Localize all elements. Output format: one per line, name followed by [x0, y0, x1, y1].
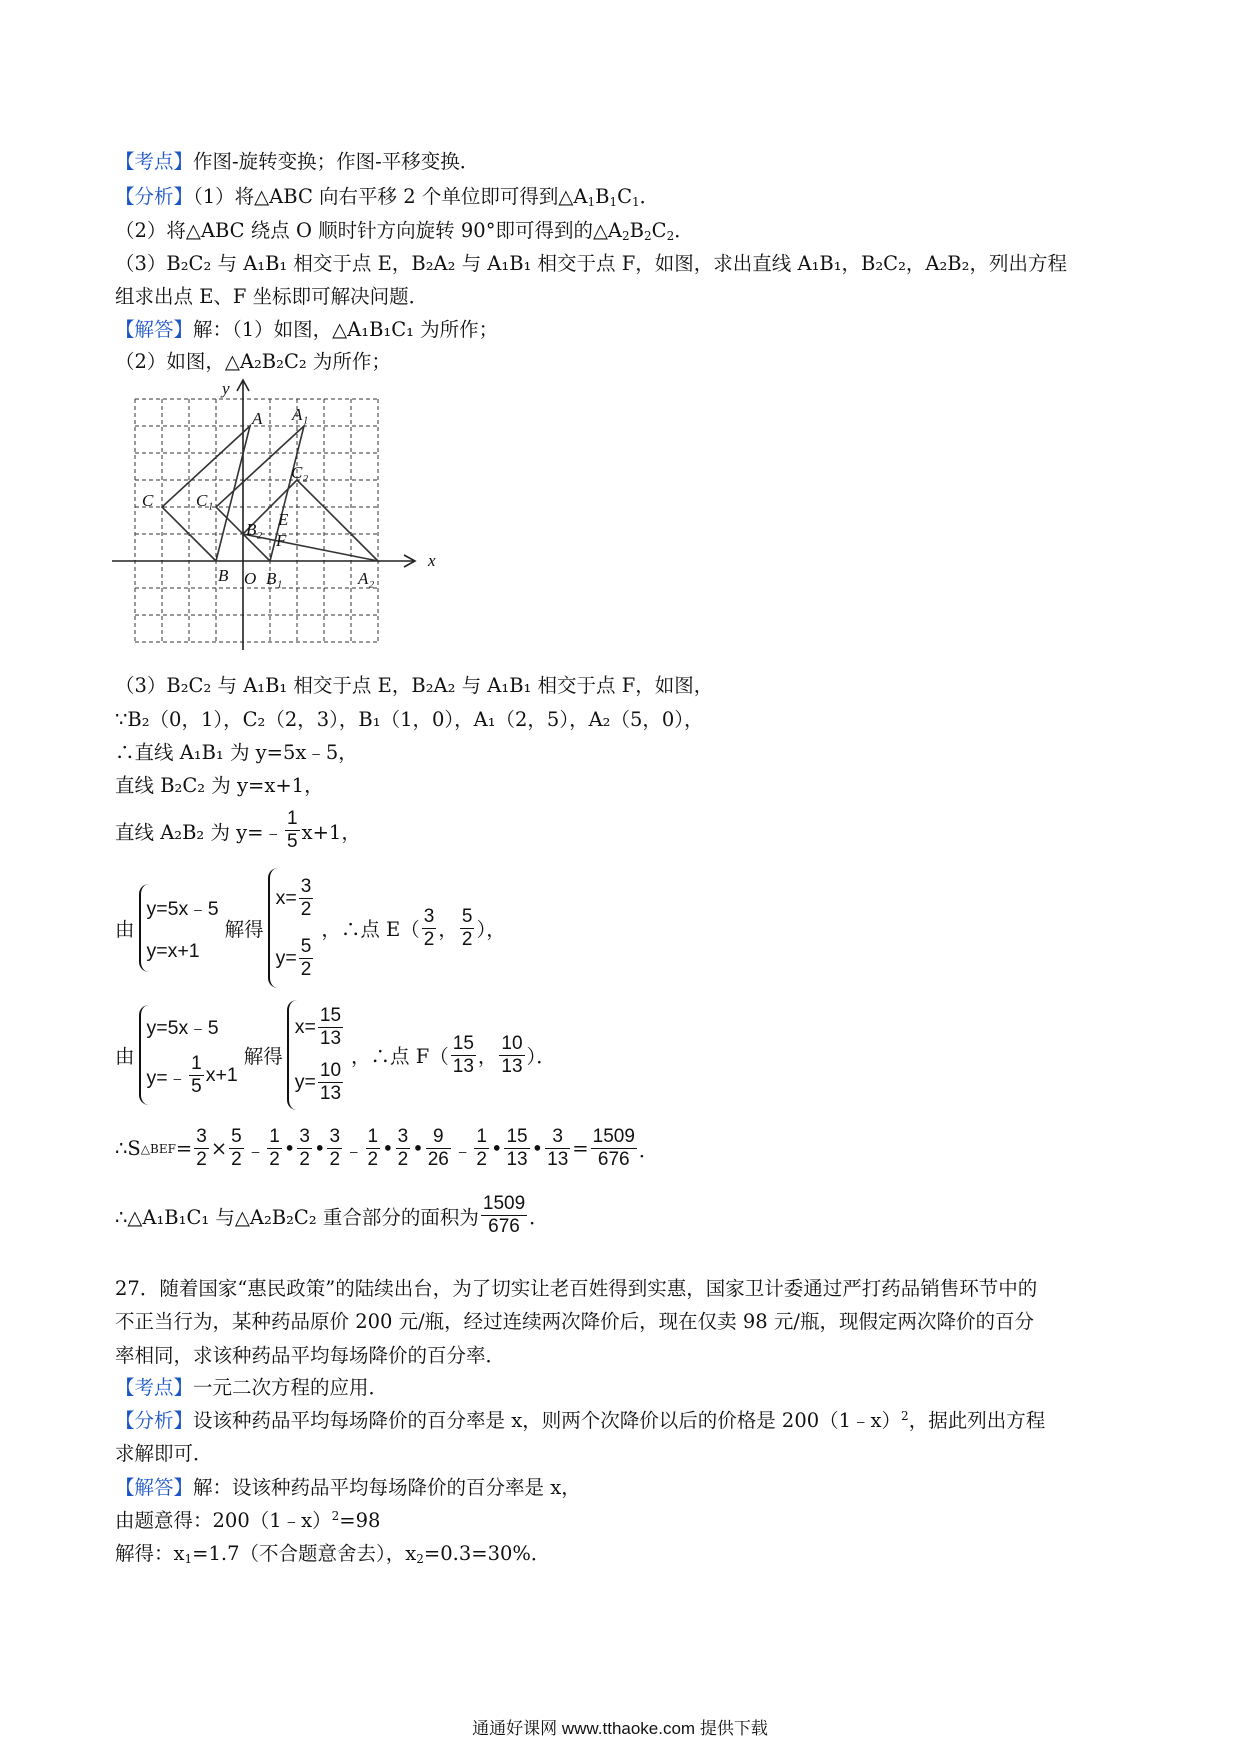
area-formula: ∴S △BEF = $\frac{3}{2}$ × $\frac{5}{2}$ ﹣ $\frac{1}{2}$ • $\frac{3}{2}$ • $\frac{3}{2}$ ﹣ $\frac{1}{2}$ • $\frac{3}{2}$ • $\frac{9}{26}$ ﹣ $\frac{1}{2}$ • $\frac{15}{13}$ • $\frac{3}{13}$ = $\frac{1509}{676}$ ． — [115, 1126, 659, 1170]
x-eq: x= — [275, 886, 297, 909]
brace-2: x= $\frac{3}{2}$ y= $\frac{5}{2}$ — [268, 868, 316, 988]
fenxi-2-end: ． — [674, 219, 694, 242]
jieda-1-text: 解：（1）如图，△A₁B₁C₁ 为所作； — [193, 318, 499, 341]
jieda-line-1 — [115, 314, 498, 346]
q27-jieda-2: 由题意得：200（1﹣x）$^2$=98 — [115, 1509, 381, 1532]
point-f-pre: ，∴点 F（ — [351, 1045, 449, 1068]
label-b2: B₂ — [246, 520, 263, 539]
you-label: 由 — [115, 918, 135, 941]
q27-kaodian — [115, 1372, 388, 1404]
q27-kaodian-tag: 【考点】 — [115, 1376, 194, 1399]
conclusion-period: ． — [529, 1205, 549, 1229]
line-a1b1: ∴直线 A₁B₁ 为 y=5x﹣5， — [115, 741, 358, 764]
line-b2c2: 直线 B₂C₂ 为 y=x+1， — [115, 774, 324, 797]
kaodian-line — [115, 146, 479, 178]
triangle-a2b2c2 — [243, 480, 378, 561]
q27-jieda-2-post: =98 — [339, 1509, 381, 1532]
coordinate-figure — [110, 378, 440, 653]
fenxi-1-text: （1）将△ABC 向右平移 2 个单位即可得到△A — [193, 185, 588, 208]
label-b: B — [218, 566, 229, 585]
axes — [112, 380, 415, 650]
fenxi-line-3: （3）B₂C₂ 与 A₁B₁ 相交于点 E，B₂A₂ 与 A₁B₁ 相交于点 F，如图，求出直线 A₁B₁，B₂C₂，A₂B₂，列出方程 — [115, 252, 1067, 275]
brace-3: y=5x﹣5 y=﹣ $\frac{1}{5}$ x+1 — [139, 1005, 238, 1105]
fenxi-1-end: ． — [639, 185, 660, 208]
eq-3: y=5x﹣5 — [146, 1016, 219, 1039]
kaodian-text: 作图-旋转变换；作图-平移变换． — [193, 150, 480, 173]
jiede-label-2: 解得 — [243, 1045, 283, 1068]
label-c: C — [142, 491, 154, 510]
fenxi-2-text: （2）将△ABC 绕点 O 顺时针方向旋转 90°即可得到的△A — [115, 219, 623, 242]
point-f-post: ）． — [526, 1045, 556, 1068]
label-a1: A₁ — [292, 405, 309, 424]
q27-jieda-3-pre: 解得：x — [115, 1542, 185, 1565]
eq-4-pre: y=﹣ — [146, 1066, 188, 1089]
eq-1: y=5x﹣5 — [146, 898, 219, 921]
q27-stem-2: 不正当行为，某种药品原价 200 元/瓶，经过连续两次降价后，现在仅卖 98 元/瓶，现假定两次降价的百分 — [115, 1310, 1034, 1333]
fraction-1-5: $\frac{1}{5}$ — [287, 808, 298, 852]
q27-jieda-3: 解得：$x_1=1.7$（不合题意舍去），$x_2=0.3=30\%$． — [115, 1542, 551, 1566]
comma: ， — [438, 918, 458, 941]
area-period: ． — [638, 1138, 659, 1162]
jiede-label: 解得 — [224, 918, 264, 941]
footer-credit: 通通好课网 www.tthaoke.com 提供下载 — [472, 1719, 768, 1738]
q27-fenxi-text: 设该种药品平均每场降价的百分率是 x，则两个次降价以后的价格是 200（1﹣x） — [193, 1409, 902, 1432]
point-e-pre: ，∴点 E（ — [321, 918, 420, 941]
brace-1 — [139, 884, 219, 972]
step3-line: （3）B₂C₂ 与 A₁B₁ 相交于点 E，B₂A₂ 与 A₁B₁ 相交于点 F，如图， — [115, 674, 714, 697]
label-c1: C₁ — [196, 491, 214, 510]
point-e-post: ）， — [476, 918, 506, 941]
line-a2b2 — [115, 808, 361, 853]
system-1: 由 y=5x﹣5 y=x+1 解得 x= $\frac{3}{2}$ y= $\frac{5}{2}$ ，∴点 E（ $\frac{3}{2}$ ， $\frac{5}{2}$ ）， — [115, 868, 506, 988]
label-f: F — [276, 531, 287, 550]
fenxi-line-1: 【分析】（1）将△ABC 向右平移 2 个单位即可得到$\triangle A_1B_1C_1$． — [115, 185, 660, 209]
q27-jieda-tag: 【解答】 — [115, 1476, 194, 1499]
q27-kaodian-text: 一元二次方程的应用． — [193, 1376, 389, 1399]
q27-jieda-text: 解：设该种药品平均每场降价的百分率是 x， — [193, 1476, 581, 1499]
fenxi-line-2: （2）将△ABC 绕点 O 顺时针方向旋转 90°即可得到的$\triangle A_2B_2C_2$． — [115, 219, 694, 243]
x-eq-2: x= — [294, 1016, 316, 1038]
y-eq-2: y= — [294, 1071, 316, 1093]
label-e: E — [278, 510, 289, 529]
brace-4: x= $\frac{15}{13}$ y= $\frac{10}{13}$ — [287, 1000, 345, 1110]
q27-fenxi-post: ，据此列出方程 — [908, 1409, 1046, 1432]
eq-4-post: x+1 — [205, 1064, 238, 1087]
q27-jieda-3-mid: =1.7（不合题意舍去），x — [192, 1542, 417, 1565]
comma-2: ， — [477, 1045, 498, 1068]
q27-fenxi-2: 求解即可． — [115, 1442, 213, 1465]
label-a2: A₂ — [358, 569, 375, 588]
line-a2b2-post: x+1， — [301, 820, 361, 844]
y-axis-label: y — [222, 379, 230, 398]
label-o: O — [244, 569, 257, 588]
you-label-2: 由 — [115, 1045, 135, 1068]
q27-jieda-2-pre: 由题意得：200（1﹣x） — [115, 1509, 332, 1532]
jieda-line-2: （2）如图，△A₂B₂C₂ 为所作； — [115, 350, 391, 373]
line-a2b2-pre: 直线 A₂B₂ 为 y=﹣ — [115, 820, 283, 844]
label-b1: B₁ — [266, 569, 283, 588]
kaodian-tag: 【考点】 — [115, 150, 194, 173]
fenxi-tag: 【分析】 — [115, 185, 194, 208]
q27-fenxi-tag: 【分析】 — [115, 1409, 194, 1432]
jieda-tag: 【解答】 — [115, 318, 194, 341]
area-pre: ∴S — [115, 1137, 141, 1160]
q27-jieda-3-post: =0.3=30%． — [423, 1542, 551, 1565]
q27-stem-3: 率相同，求该种药品平均每场降价的百分率． — [115, 1344, 506, 1367]
coords-line: ∵B₂（0，1），C₂（2，3），B₁（1，0），A₁（2，5），A₂（5，0）， — [115, 708, 704, 731]
q27-stem-1: 27．随着国家“惠民政策”的陆续出台，为了切实让老百姓得到实惠，国家卫计委通过严打药品销售环节中的 — [115, 1277, 1038, 1300]
triangle-a1b1c1 — [216, 426, 304, 561]
system-2: 由 y=5x﹣5 y=﹣ $\frac{1}{5}$ x+1 解得 x= $\frac{15}{13}$ y= $\frac{10}{13}$ ，∴点 F（ $\frac{15}{13}$ ， $\frac{10}{13}$ ）． — [115, 1000, 556, 1110]
fenxi-line-4: 组求出点 E、F 坐标即可解决问题． — [115, 285, 429, 308]
eq-2: y=x+1 — [146, 939, 200, 962]
x-axis-label: x — [428, 551, 436, 570]
y-eq: y= — [275, 946, 297, 969]
label-c2: C₂ — [291, 463, 309, 482]
conclusion: ∴△A₁B₁C₁ 与△A₂B₂C₂ 重合部分的面积为 $\frac{1509}{676}$ ． — [115, 1193, 549, 1237]
area-eq: = — [175, 1137, 193, 1160]
q27-jieda-1 — [115, 1472, 581, 1504]
q27-fenxi-1: 【分析】设该种药品平均每场降价的百分率是 x，则两个次降价以后的价格是 200（1﹣x）$^2$，据此列出方程 — [115, 1409, 1046, 1432]
label-a: A — [252, 409, 263, 428]
conclusion-text: ∴△A₁B₁C₁ 与△A₂B₂C₂ 重合部分的面积为 — [115, 1205, 479, 1229]
